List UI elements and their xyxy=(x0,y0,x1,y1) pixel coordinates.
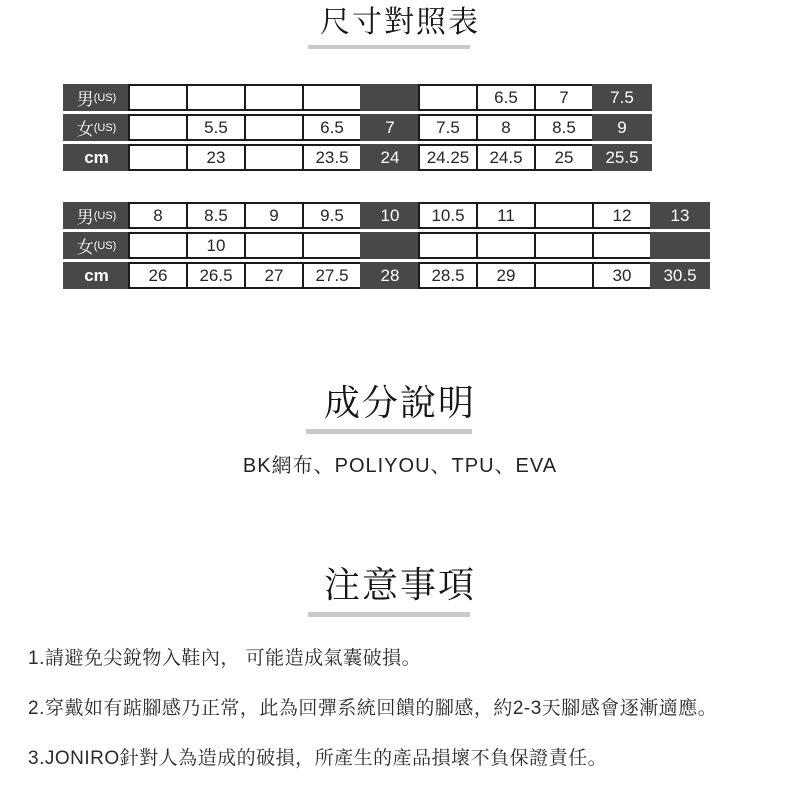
size-cell: 9.5 xyxy=(302,202,362,229)
size-cell: 8 xyxy=(128,202,188,229)
size-cell: 25.5 xyxy=(592,144,652,171)
row-header-unit: (US) xyxy=(93,239,117,252)
size-cell xyxy=(128,84,188,111)
materials-title: 成分說明 xyxy=(323,382,476,423)
size-cell xyxy=(302,232,362,259)
size-cell xyxy=(650,232,710,259)
row-header-label: 女 xyxy=(76,238,94,257)
size-cell: 10 xyxy=(186,232,246,259)
size-cell: 10 xyxy=(360,202,420,229)
size-cell xyxy=(418,232,478,259)
size-cell: 24 xyxy=(360,144,420,171)
size-cell: 25 xyxy=(534,144,594,171)
size-cell xyxy=(534,262,594,289)
row-header-unit: (US) xyxy=(93,121,117,134)
row-header-label: 男 xyxy=(76,208,94,227)
size-cell: 26 xyxy=(128,262,188,289)
size-cell xyxy=(244,114,304,141)
size-cell xyxy=(360,232,420,259)
size-cell: 8.5 xyxy=(534,114,594,141)
size-cell: 11 xyxy=(476,202,536,229)
size-cell: 30 xyxy=(592,262,652,289)
materials-title-underline xyxy=(306,429,472,434)
size-cell: 23.5 xyxy=(302,144,362,171)
size-cell: 7.5 xyxy=(418,114,478,141)
size-table-row xyxy=(63,262,710,289)
row-header-label: 女 xyxy=(76,120,94,139)
size-table-row xyxy=(63,232,710,259)
size-table-row xyxy=(63,84,652,111)
row-header-cell xyxy=(63,232,130,259)
size-cell: 27 xyxy=(244,262,304,289)
row-header-unit: (US) xyxy=(93,209,117,222)
size-cell xyxy=(244,232,304,259)
size-cell: 7 xyxy=(360,114,420,141)
size-cell xyxy=(476,232,536,259)
size-cell: 13 xyxy=(650,202,710,229)
size-table-row xyxy=(63,114,652,141)
size-cell: 28.5 xyxy=(418,262,478,289)
size-cell xyxy=(592,232,652,259)
size-cell: 24.5 xyxy=(476,144,536,171)
size-cell xyxy=(186,84,246,111)
size-cell: 10.5 xyxy=(418,202,478,229)
size-table-row xyxy=(63,144,652,171)
size-cell: 9 xyxy=(244,202,304,229)
size-cell: 30.5 xyxy=(650,262,710,289)
size-cell xyxy=(534,202,594,229)
size-cell xyxy=(360,84,420,111)
row-header-cell xyxy=(63,202,130,229)
row-header-label: cm xyxy=(84,147,109,167)
note-item-3: 3.JONIRO針對人為造成的破損，所產生的產品損壞不負保證責任。 xyxy=(28,748,608,769)
size-cell: 8 xyxy=(476,114,536,141)
size-cell: 28 xyxy=(360,262,420,289)
size-chart-title: 尺寸對照表 xyxy=(320,6,480,39)
note-item-1: 1.請避免尖銳物入鞋內， 可能造成氣囊破損。 xyxy=(28,648,422,669)
row-header-cell xyxy=(63,144,130,171)
row-header-label: 男 xyxy=(76,90,94,109)
size-cell xyxy=(128,144,188,171)
note-item-2: 2.穿戴如有踮腳感乃正常，此為回彈系統回饋的腳感，約2-3天腳感會逐漸適應。 xyxy=(28,698,718,719)
size-cell xyxy=(534,232,594,259)
size-cell xyxy=(244,84,304,111)
notes-title: 注意事項 xyxy=(323,564,476,605)
size-table-men-large xyxy=(63,202,710,292)
notes-title-underline xyxy=(308,612,470,617)
size-cell: 6.5 xyxy=(302,114,362,141)
size-cell: 24.25 xyxy=(418,144,478,171)
notes-list xyxy=(28,647,788,797)
row-header-cell xyxy=(63,114,130,141)
row-header-label: cm xyxy=(84,265,109,285)
row-header-cell xyxy=(63,84,130,111)
size-cell: 12 xyxy=(592,202,652,229)
size-chart-title-underline xyxy=(308,45,470,49)
row-header-cell xyxy=(63,262,130,289)
size-cell xyxy=(128,232,188,259)
size-cell: 23 xyxy=(186,144,246,171)
size-cell xyxy=(128,114,188,141)
size-cell: 29 xyxy=(476,262,536,289)
size-cell: 6.5 xyxy=(476,84,536,111)
size-cell: 8.5 xyxy=(186,202,246,229)
size-cell xyxy=(244,144,304,171)
size-cell: 26.5 xyxy=(186,262,246,289)
size-cell: 5.5 xyxy=(186,114,246,141)
size-cell: 9 xyxy=(592,114,652,141)
materials-content: BK網布、POLIYOU、TPU、EVA xyxy=(242,455,558,477)
size-cell: 7.5 xyxy=(592,84,652,111)
size-table-row xyxy=(63,202,710,229)
size-cell xyxy=(418,84,478,111)
size-table-women-small xyxy=(63,84,652,174)
size-cell: 27.5 xyxy=(302,262,362,289)
size-cell xyxy=(302,84,362,111)
size-cell: 7 xyxy=(534,84,594,111)
row-header-unit: (US) xyxy=(93,91,117,104)
